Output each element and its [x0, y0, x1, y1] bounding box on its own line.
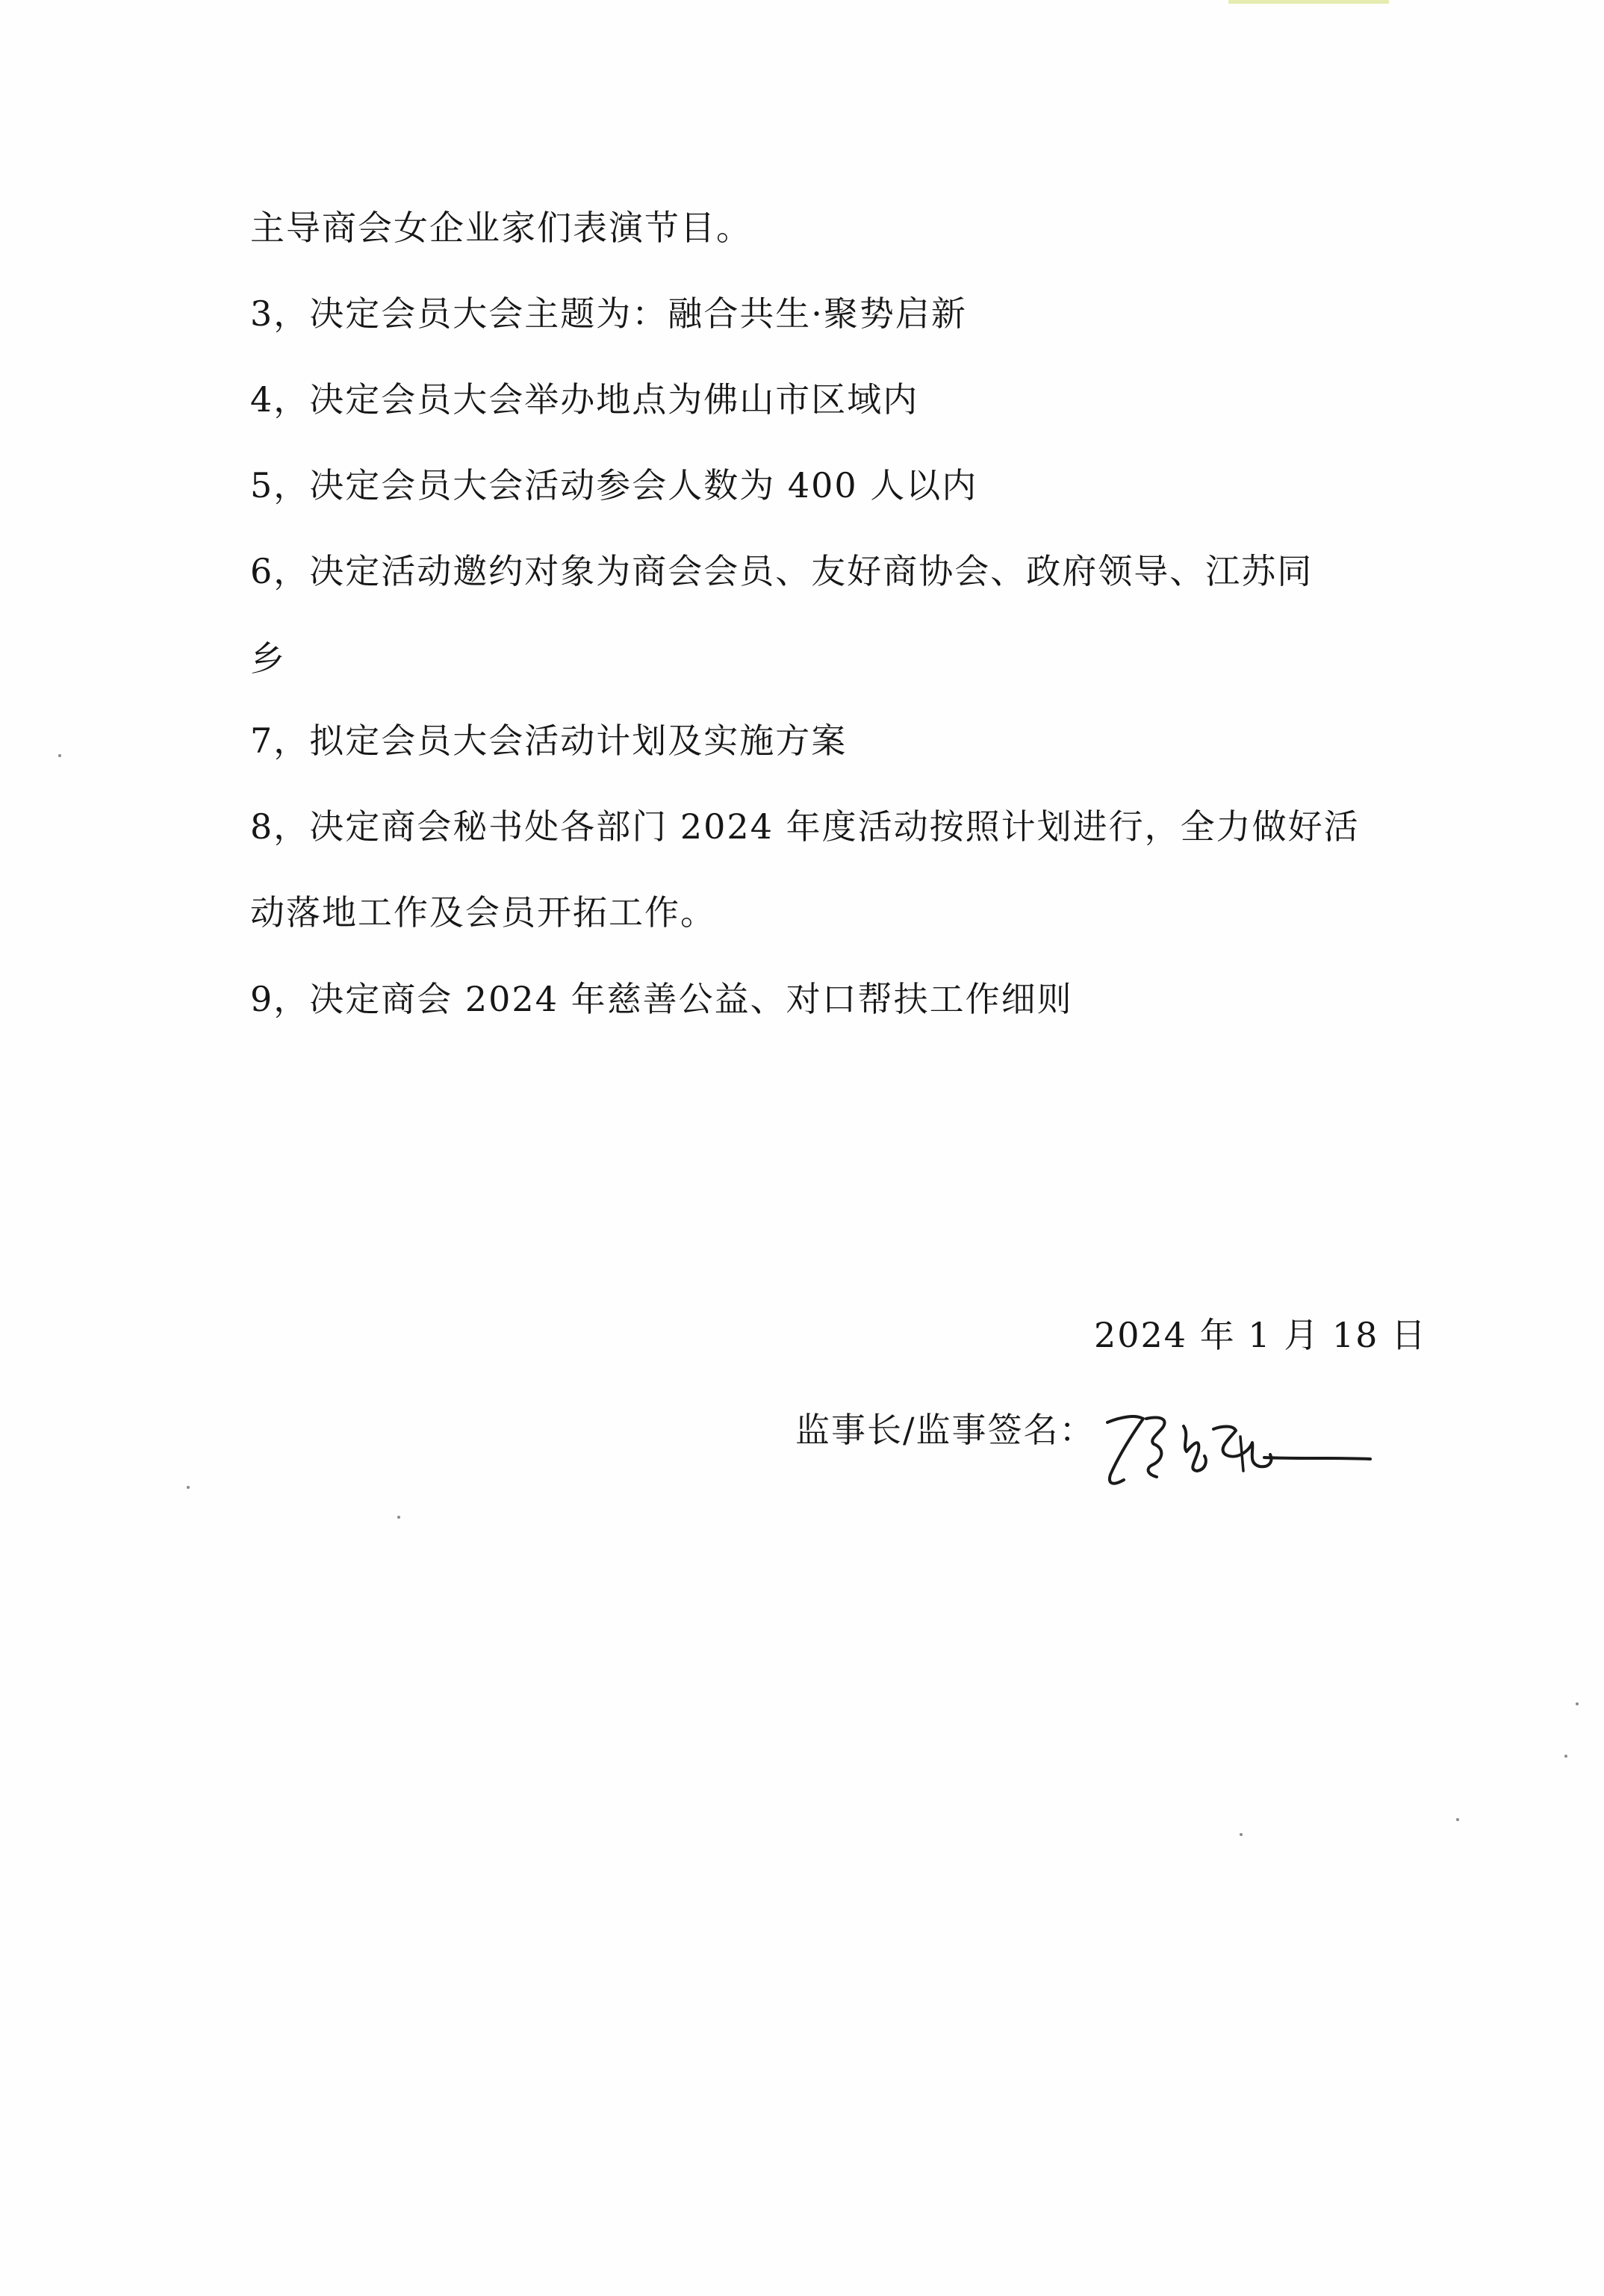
item-5: 5，决定会员大会活动参会人数为 400 人以内 — [250, 465, 978, 505]
item-9: 9，决定商会 2024 年慈善公益、对口帮扶工作细则 — [250, 979, 1073, 1019]
item-7: 7，拟定会员大会活动计划及实施方案 — [250, 721, 848, 761]
item-6-continuation: 乡 — [250, 638, 286, 679]
scan-speck — [58, 754, 61, 757]
item-6: 6，决定活动邀约对象为商会会员、友好商协会、政府领导、江苏同 — [250, 551, 1314, 591]
item-8-continuation: 动落地工作及会员开拓工作。 — [250, 892, 716, 933]
item-8: 8，决定商会秘书处各部门 2024 年度活动按照计划进行，全力做好活 — [250, 806, 1360, 847]
signature-label: 监事长/监事签名： — [795, 1410, 1095, 1450]
document-date: 2024 年 1 月 18 日 — [1094, 1315, 1427, 1355]
handwritten-signature — [1094, 1396, 1378, 1508]
scan-speck — [1576, 1702, 1579, 1705]
scan-speck — [1456, 1818, 1459, 1821]
item-4: 4，决定会员大会举办地点为佛山市区域内 — [250, 379, 919, 420]
scan-speck — [397, 1516, 400, 1519]
paragraph-continuation: 主导商会女企业家们表演节目。 — [250, 208, 752, 248]
scan-speck — [187, 1486, 190, 1489]
item-3: 3，决定会员大会主题为：融合共生·聚势启新 — [250, 293, 967, 334]
scan-speck — [1564, 1755, 1567, 1758]
scan-speck — [1240, 1833, 1243, 1836]
scan-edge-mark — [1228, 0, 1389, 4]
